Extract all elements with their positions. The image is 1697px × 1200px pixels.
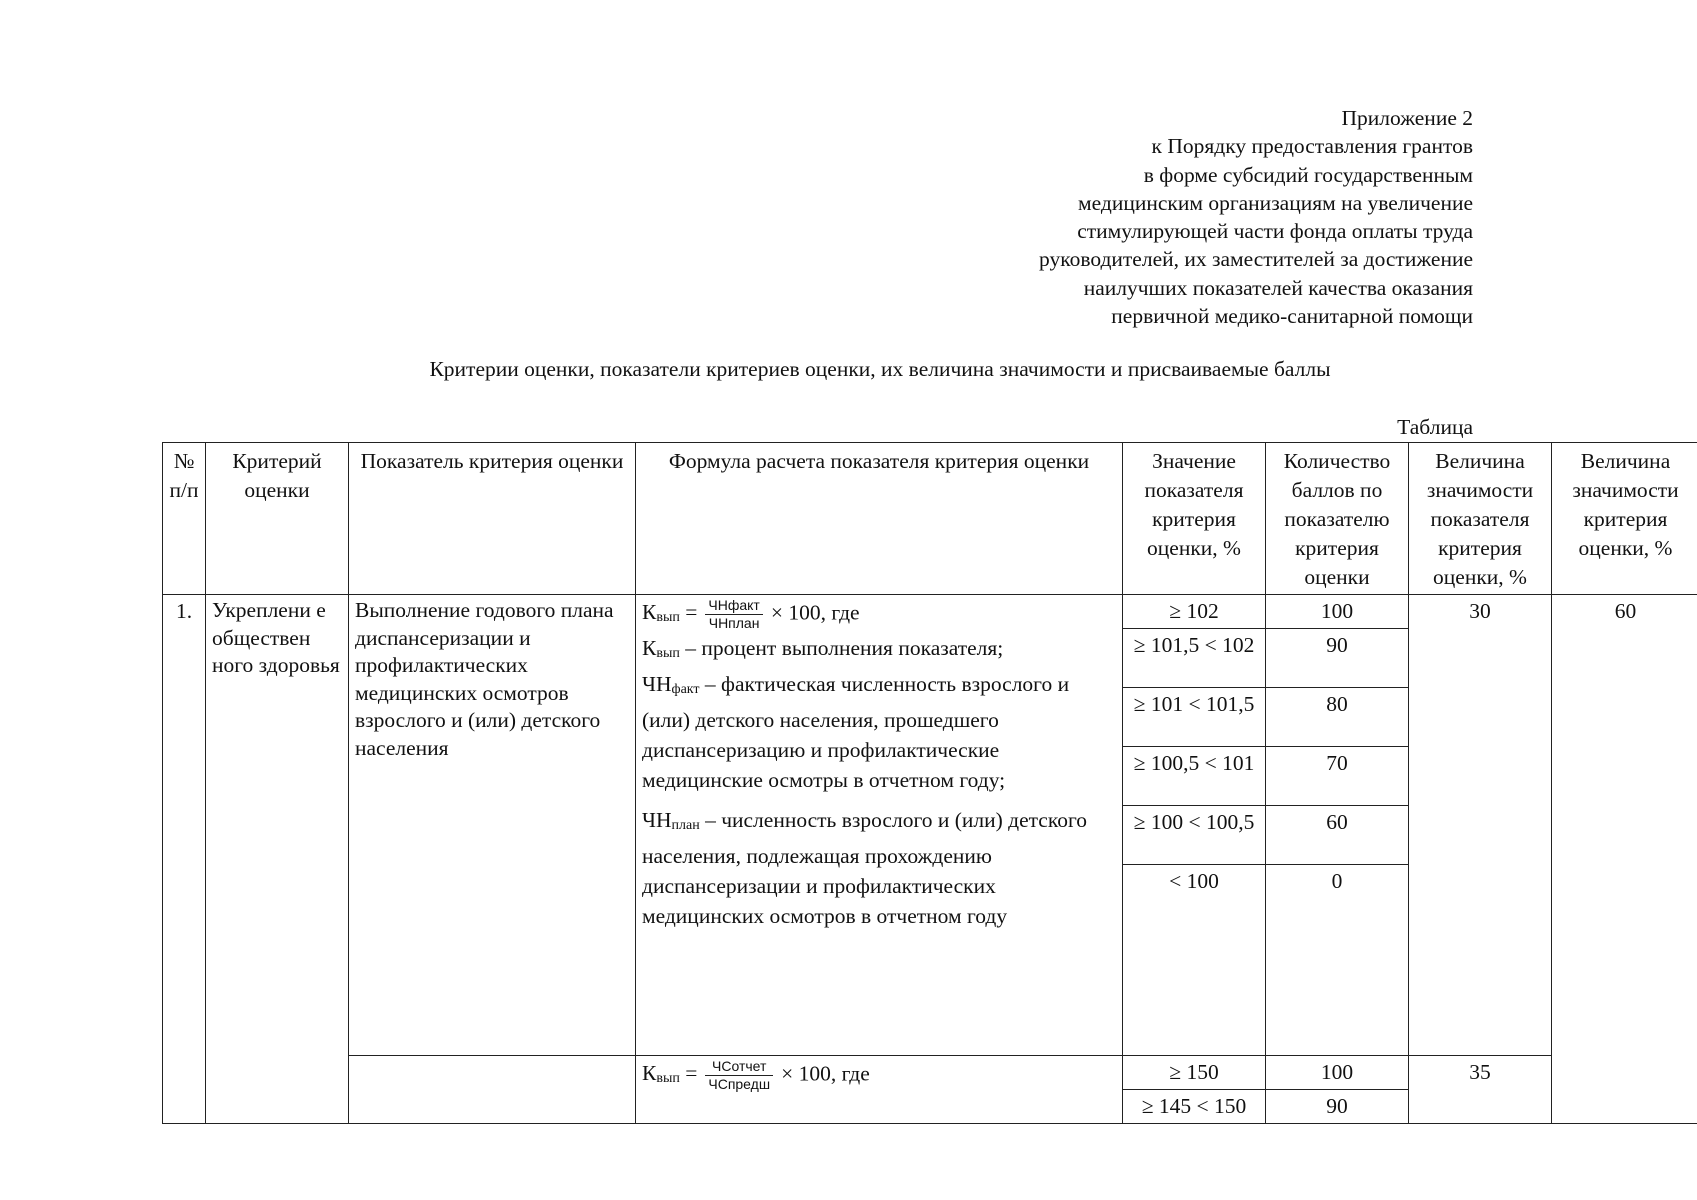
points-cell: 90 — [1266, 1089, 1409, 1123]
fraction — [705, 1058, 773, 1093]
fraction-denominator: ЧНплан — [708, 615, 760, 631]
points-cell: 100 — [1266, 1055, 1409, 1089]
table-label: Таблица — [1397, 415, 1473, 439]
value-cell: ≥ 101,5 < 102 — [1123, 629, 1266, 688]
header-points: Количество баллов по показателю критерия оценки — [1266, 443, 1409, 595]
indicator-weight-cell: 35 — [1409, 1055, 1552, 1123]
indicator-cell — [349, 1055, 636, 1123]
formula-tail: × 100, где — [781, 1060, 870, 1085]
points-cell: 60 — [1266, 806, 1409, 865]
appendix-line: стимулирующей части фонда оплаты труда — [1077, 219, 1473, 244]
fraction-numerator: ЧНфакт — [705, 597, 762, 615]
header-indicator: Показатель критерия оценки — [349, 443, 636, 595]
value-cell: ≥ 150 — [1123, 1055, 1266, 1089]
criterion-cell: Укреплени е обществен ного здоровья — [206, 595, 349, 1124]
header-value: Значение показателя критерия оценки, % — [1123, 443, 1266, 595]
appendix-line: Приложение 2 — [1341, 106, 1473, 130]
formula-cell — [636, 595, 1123, 1056]
table-header-row — [163, 443, 1697, 595]
header-criterion: Критерий оценки — [206, 443, 349, 595]
fact-definition: ЧНфакт – фактическая численность взрослого и (или) детского населения, прошедшего диспансеризацию и профилактические медицинские осмотры в отчетном году; — [642, 672, 1070, 793]
appendix-block — [1039, 104, 1473, 330]
k-definition: Квып – процент выполнения показателя; — [642, 636, 1004, 662]
value-cell: ≥ 102 — [1123, 595, 1266, 629]
formula-cell — [636, 1055, 1123, 1123]
table-row — [163, 1055, 1697, 1089]
value-cell: ≥ 100,5 < 101 — [1123, 747, 1266, 806]
header-criterion-weight: Величина значимости критерия оценки, % — [1552, 443, 1697, 595]
points-cell: 0 — [1266, 865, 1409, 899]
points-cell: 90 — [1266, 629, 1409, 688]
criteria-table — [162, 442, 1697, 1124]
appendix-line: наилучших показателей качества оказания — [1083, 275, 1473, 300]
indicator-weight-cell: 30 — [1409, 595, 1552, 1056]
plan-definition: ЧНплан – численность взрослого и (или) детского населения, подлежащая прохождению диспансеризации и профилактических медицинских осмотров в отчетном году — [642, 808, 1087, 929]
points-cell: 100 — [1266, 595, 1409, 629]
appendix-line: руководителей, их заместителей за достижение — [1039, 247, 1473, 272]
header-formula: Формула расчета показателя критерия оценки — [636, 443, 1123, 595]
value-cell: ≥ 145 < 150 — [1123, 1089, 1266, 1123]
appendix-line: медицинским организациям на увеличение — [1078, 190, 1473, 215]
value-cell: ≥ 100 < 100,5 — [1123, 806, 1266, 865]
criterion-weight-cell: 60 — [1552, 595, 1697, 1124]
formula-tail: × 100, где — [770, 600, 860, 625]
value-cell: ≥ 101 < 101,5 — [1123, 688, 1266, 747]
formula-lhs: Квып = — [642, 1060, 698, 1086]
row-number: 1. — [163, 595, 206, 1124]
indicator-cell: Выполнение годового плана диспансеризации и профилактических медицинских осмотров взрослого и (или) детского населения — [349, 595, 636, 1056]
appendix-line: в форме субсидий государственным — [1143, 162, 1473, 187]
table-row — [163, 595, 1697, 629]
appendix-line: первичной медико-санитарной помощи — [1111, 304, 1473, 329]
document-title: Критерии оценки, показатели критериев оценки, их величина значимости и присваиваемые баллы — [429, 357, 1331, 381]
fraction-denominator: ЧСпредш — [708, 1075, 771, 1092]
formula-lhs: Квып = — [642, 600, 698, 626]
points-cell: 70 — [1266, 747, 1409, 806]
appendix-line: к Порядку предоставления грантов — [1151, 134, 1473, 159]
header-indicator-weight: Величина значимости показателя критерия оценки, % — [1409, 443, 1552, 595]
fraction-numerator: ЧСотчет — [705, 1058, 773, 1076]
header-num: № п/п — [163, 443, 206, 595]
value-cell: < 100 — [1123, 865, 1266, 899]
fraction — [705, 597, 762, 632]
points-cell: 80 — [1266, 688, 1409, 747]
